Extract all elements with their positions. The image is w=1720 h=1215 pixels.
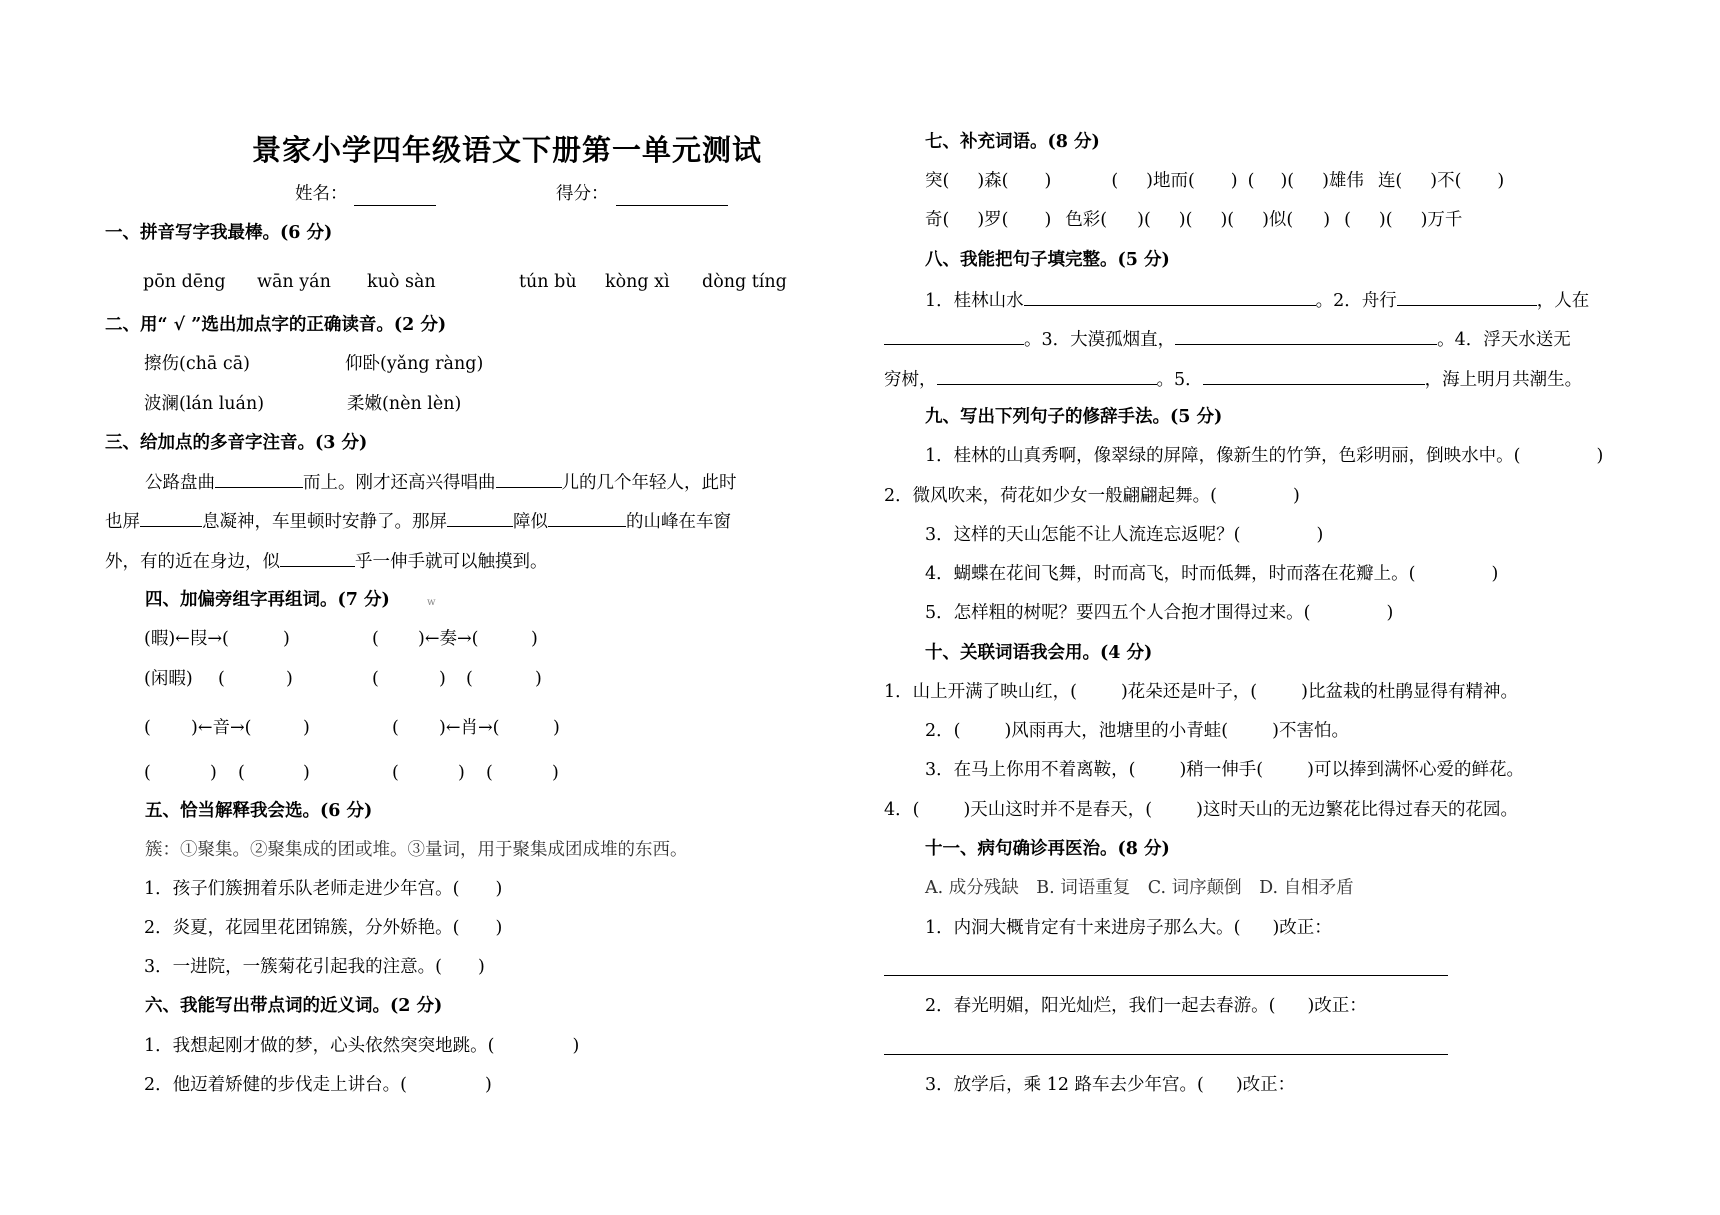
s11-item-3: 3．放学后，乘 12 路车去少年宫。( )改正： (925, 1075, 1296, 1095)
pinyin-1: pōn dēng (143, 272, 226, 292)
s4-r2f: ( (466, 669, 473, 689)
page-title: 景家小学四年级语文下册第一单元测试 (252, 133, 763, 167)
s2-item-4: 柔嫩(nèn lèn) (347, 394, 462, 414)
s4-r2c: ) (286, 669, 293, 689)
s3-line-2: 也屏 息凝神，车里顿时安静了。那屏 障似 的山峰在车窗 (105, 509, 731, 533)
s6-item-2: 2．他迈着矫健的步伐走上讲台。( ) (144, 1075, 492, 1095)
s11-answer-line-1[interactable] (884, 975, 1448, 976)
pinyin-3: kuò sàn (367, 272, 436, 292)
s11-options: A. 成分残缺 B. 词语重复 C. 词序颠倒 D. 自相矛盾 (925, 878, 1354, 898)
s4-r3f: ) (553, 718, 560, 738)
pinyin-4: tún bù (519, 272, 577, 292)
s7-row-1: 突( )森( ) ( )地而( ) ( )( )雄伟 连( )不( ) (925, 171, 1505, 191)
s4-r2e: ) (439, 669, 446, 689)
s9-item-2: 2．微风吹来，荷花如少女一般翩翩起舞。( ) (884, 486, 1300, 506)
s4-r1b: ) (283, 629, 290, 649)
s4-r4b: ) (210, 763, 217, 783)
pinyin-6: dòng tíng (702, 272, 787, 292)
s10-line-2: 2．( )风雨再大，池塘里的小青蛙( )不害怕。 (925, 721, 1349, 741)
s3-line-3: 外，有的近在身边，似 乎一伸手就可以触摸到。 (105, 549, 548, 573)
pinyin-5: kòng xì (605, 272, 670, 292)
s11-answer-line-2[interactable] (884, 1054, 1448, 1055)
score-blank[interactable] (616, 188, 728, 206)
s4-r2d: ( (372, 669, 379, 689)
name-blank[interactable] (354, 188, 436, 206)
s3-line-1: 公路盘曲 而上。刚才还高兴得唱曲 儿的几个年轻人，此时 (145, 470, 737, 494)
s4-r3b: )←音→( (191, 718, 252, 738)
s10-line-1: 1．山上开满了映山红，( )花朵还是叶子，( )比盆栽的杜鹃显得有精神。 (884, 682, 1518, 702)
s4-r4g: ( (486, 763, 493, 783)
s7-row-2: 奇( )罗( ) 色彩( )( )( )( )似( ) ( )( )万千 (925, 210, 1463, 230)
s4-r1d: )←奏→( (418, 629, 479, 649)
s6-item-1: 1．我想起刚才做的梦，心头依然突突地跳。( ) (144, 1036, 580, 1056)
s11-item-2: 2．春光明媚，阳光灿烂，我们一起去春游。( )改正： (925, 996, 1367, 1016)
s11-heading: 十一、病句确诊再医治。(8 分) (925, 839, 1170, 859)
score-label: 得分： (556, 184, 609, 204)
s10-line-3: 3．在马上你用不着离鞍，( )稍一伸手( )可以捧到满怀心爱的鲜花。 (925, 760, 1524, 780)
s4-r2a: (闲暇) (144, 669, 193, 689)
pinyin-2: wān yán (257, 272, 331, 292)
s10-heading: 十、关联词语我会用。(4 分) (925, 643, 1153, 663)
s10-line-4: 4．( )天山这时并不是春天，( )这时天山的无边繁花比得过春天的花园。 (884, 800, 1518, 820)
s2-heading: 二、用“ √ ”选出加点字的正确读音。(2 分) (105, 315, 447, 335)
s8-line-1: 1．桂林山水 。2．舟行 ，人在 (925, 288, 1589, 312)
s9-item-3: 3．这样的天山怎能不让人流连忘返呢？( ) (925, 525, 1324, 545)
s8-line-3: 穷树， 。5． ，海上明月共潮生。 (884, 367, 1582, 391)
s4-r3e: )←肖→( (439, 718, 500, 738)
name-label: 姓名： (295, 184, 348, 204)
s2-item-3: 波澜(lán luán) (144, 394, 265, 414)
s5-item-1: 1．孩子们簇拥着乐队老师走进少年宫。( ) (144, 879, 503, 899)
s4-r4f: ) (458, 763, 465, 783)
s9-heading: 九、写出下列句子的修辞手法。(5 分) (925, 407, 1223, 427)
s9-item-4: 4．蝴蝶在花间飞舞，时而高飞，时而低舞，时而落在花瓣上。( ) (925, 564, 1499, 584)
s4-r3d: ( (392, 718, 399, 738)
s4-r3c: ) (303, 718, 310, 738)
s4-heading: 四、加偏旁组字再组词。(7 分) (145, 590, 390, 610)
s4-r4e: ( (392, 763, 399, 783)
s9-item-1: 1．桂林的山真秀啊，像翠绿的屏障，像新生的竹笋，色彩明丽，倒映水中。( ) (925, 446, 1604, 466)
s9-item-5: 5．怎样粗的树呢？要四五个人合抱才围得过来。( ) (925, 603, 1394, 623)
s4-r2g: ) (535, 669, 542, 689)
s4-r1e: ) (531, 629, 538, 649)
s4-r4a: ( (144, 763, 151, 783)
s4-r4h: ) (552, 763, 559, 783)
s4-r1c: ( (372, 629, 379, 649)
s5-definition: 簇：①聚集。②聚集成的团或堆。③量词，用于聚集成团成堆的东西。 (145, 840, 688, 860)
s4-r3a: ( (144, 718, 151, 738)
s11-item-1: 1．内洞大概肯定有十来进房子那么大。( )改正： (925, 918, 1332, 938)
s8-heading: 八、我能把句子填完整。(5 分) (925, 250, 1170, 270)
s4-r2b: ( (218, 669, 225, 689)
s7-heading: 七、补充词语。(8 分) (925, 132, 1100, 152)
s4-r4d: ) (303, 763, 310, 783)
s3-heading: 三、给加点的多音字注音。(3 分) (105, 433, 368, 453)
s2-item-1: 擦伤(chā cā) (144, 354, 250, 374)
s5-item-2: 2．炎夏，花园里花团锦簇，分外娇艳。( ) (144, 918, 503, 938)
stray-mark: w (427, 597, 436, 608)
s5-heading: 五、恰当解释我会选。(6 分) (145, 801, 373, 821)
s4-r1a: (暇)←叚→( (144, 629, 229, 649)
s1-heading: 一、拼音写字我最棒。(6 分) (105, 223, 333, 243)
s4-r4c: ( (238, 763, 245, 783)
s5-item-3: 3．一进院，一簇菊花引起我的注意。( ) (144, 957, 485, 977)
s6-heading: 六、我能写出带点词的近义词。(2 分) (145, 996, 443, 1016)
s2-item-2: 仰卧(yǎng ràng) (345, 354, 484, 374)
s8-line-2: 。3．大漠孤烟直， 。4．浮天水送无 (884, 327, 1571, 351)
